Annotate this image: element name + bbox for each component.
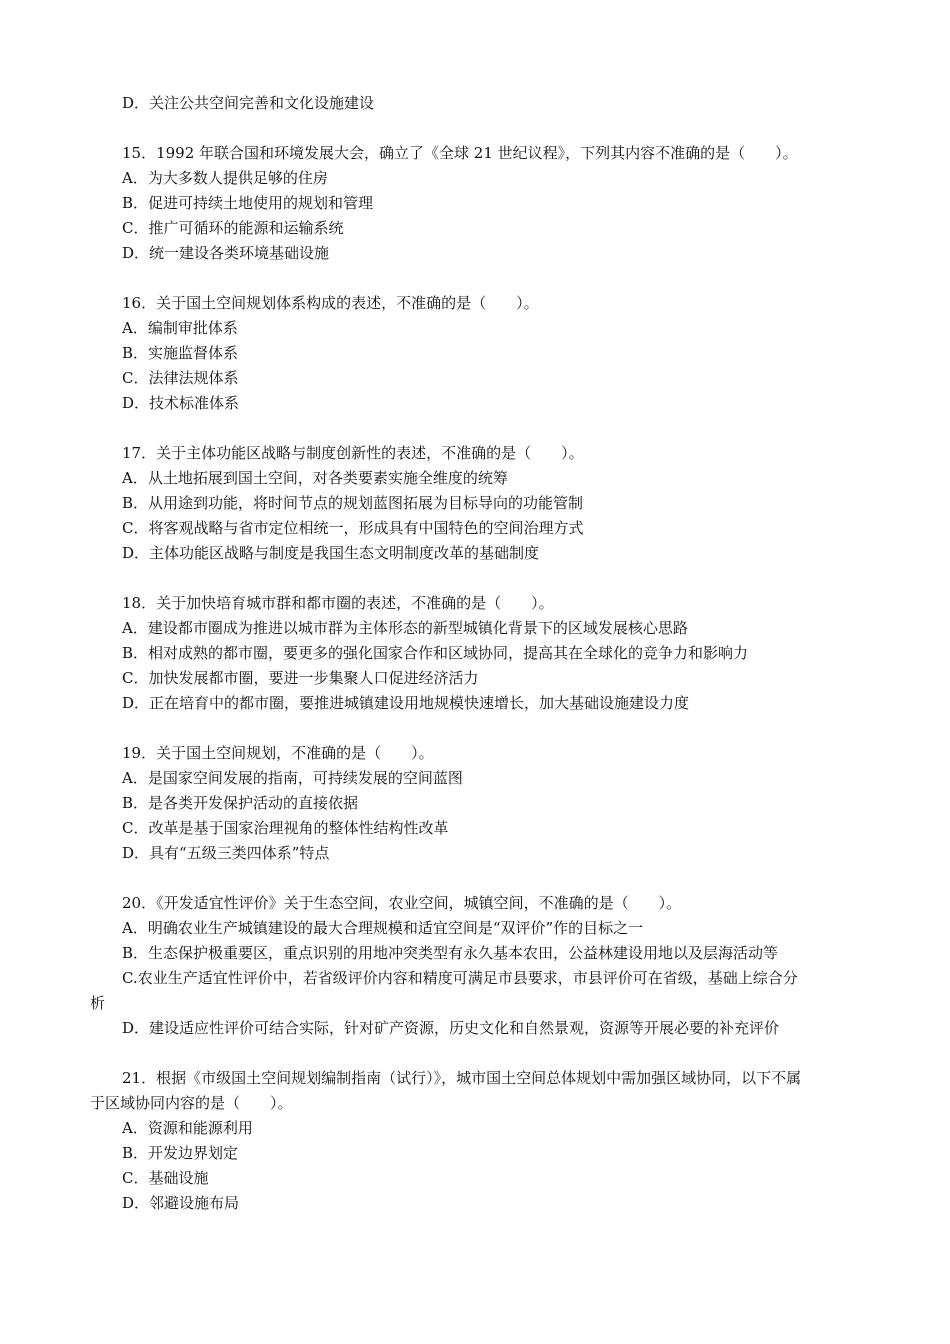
option-b: B．促进可持续土地使用的规划和管理: [122, 194, 374, 212]
option-c: C．法律法规体系: [122, 369, 239, 387]
spacer: [90, 266, 865, 291]
option-d: D．正在培育中的都市圈，要推进城镇建设用地规模快速增长，加大基础设施建设力度: [122, 694, 690, 712]
question-18: [90, 591, 865, 716]
option-b: B．生态保护极重要区，重点识别的用地冲突类型有永久基本农田，公益林建设用地以及层海活动等: [122, 944, 779, 962]
option-d: D．建设适应性评价可结合实际，针对矿产资源，历史文化和自然景观，资源等开展必要的补充评价: [122, 1019, 780, 1037]
question-16: [90, 291, 865, 416]
spacer: [90, 566, 865, 591]
option-b: B．开发边界划定: [122, 1144, 239, 1162]
question-stem: 16．关于国土空间规划体系构成的表述，不准确的是（ ）。: [122, 294, 539, 312]
option-b: B．从用途到功能，将时间节点的规划蓝图拓展为目标导向的功能管制: [122, 494, 584, 512]
option-a: A．编制审批体系: [122, 319, 238, 337]
option-d: D．主体功能区战略与制度是我国生态文明制度改革的基础制度: [122, 544, 540, 562]
option-c: C.农业生产适宜性评价中，若省级评价内容和精度可满足市县要求，市县评价可在省级，基础上综合分: [122, 969, 798, 987]
question-stem: 20．《开发适宜性评价》关于生态空间，农业空间，城镇空间，不准确的是（ ）。: [122, 894, 682, 912]
question-15: [90, 141, 865, 266]
option-a: A．从土地拓展到国土空间，对各类要素实施全维度的统筹: [122, 469, 508, 487]
option-a: A．资源和能源利用: [122, 1119, 253, 1137]
spacer: [90, 1041, 865, 1066]
question-21: [90, 1066, 865, 1216]
question-stem: 17．关于主体功能区战略与制度创新性的表述，不准确的是（ ）。: [122, 444, 584, 462]
question-stem: 21．根据《市级国土空间规划编制指南（试行）》，城市国土空间总体规划中需加强区域协同，以下不属: [122, 1069, 802, 1087]
question-14-tail: [90, 91, 865, 116]
question-19: [90, 741, 865, 866]
option-c-continued: 析: [90, 994, 106, 1012]
option-c: C．加快发展都市圈，要进一步集聚人口促进经济活力: [122, 669, 479, 687]
option-c: C．基础设施: [122, 1169, 209, 1187]
option-a: A．明确农业生产城镇建设的最大合理规模和适宜空间是“双评价”作的目标之一: [122, 919, 644, 937]
question-stem: 19．关于国土空间规划，不准确的是（ ）。: [122, 744, 434, 762]
option-d: D．技术标准体系: [122, 394, 240, 412]
option-a: A．是国家空间发展的指南，可持续发展的空间蓝图: [122, 769, 463, 787]
question-stem: 15．1992 年联合国和环境发展大会，确立了《全球 21 世纪议程》，下列其内容不准确的是（ ）。: [122, 144, 798, 162]
page-content: [90, 91, 865, 1216]
option-c: C．将客观战略与省市定位相统一，形成具有中国特色的空间治理方式: [122, 519, 584, 537]
option-d: D．具有“五级三类四体系”特点: [122, 844, 330, 862]
option-d: D．关注公共空间完善和文化设施建设: [122, 94, 375, 112]
option-c: C．推广可循环的能源和运输系统: [122, 219, 344, 237]
option-b: B．是各类开发保护活动的直接依据: [122, 794, 359, 812]
option-b: B．相对成熟的都市圈，要更多的强化国家合作和区域协同，提高其在全球化的竞争力和影响力: [122, 644, 749, 662]
option-a: A．建设都市圈成为推进以城市群为主体形态的新型城镇化背景下的区域发展核心思路: [122, 619, 688, 637]
question-stem-continued: 于区域协同内容的是（ ）。: [90, 1094, 293, 1112]
question-20: [90, 891, 865, 1041]
option-a: A．为大多数人提供足够的住房: [122, 169, 328, 187]
option-d: D．邻避设施布局: [122, 1194, 240, 1212]
option-d: D．统一建设各类环境基础设施: [122, 244, 330, 262]
question-17: [90, 441, 865, 566]
spacer: [90, 866, 865, 891]
question-stem: 18．关于加快培育城市群和都市圈的表述，不准确的是（ ）。: [122, 594, 554, 612]
option-b: B．实施监督体系: [122, 344, 239, 362]
spacer: [90, 416, 865, 441]
spacer: [90, 716, 865, 741]
option-c: C．改革是基于国家治理视角的整体性结构性改革: [122, 819, 449, 837]
spacer: [90, 116, 865, 141]
